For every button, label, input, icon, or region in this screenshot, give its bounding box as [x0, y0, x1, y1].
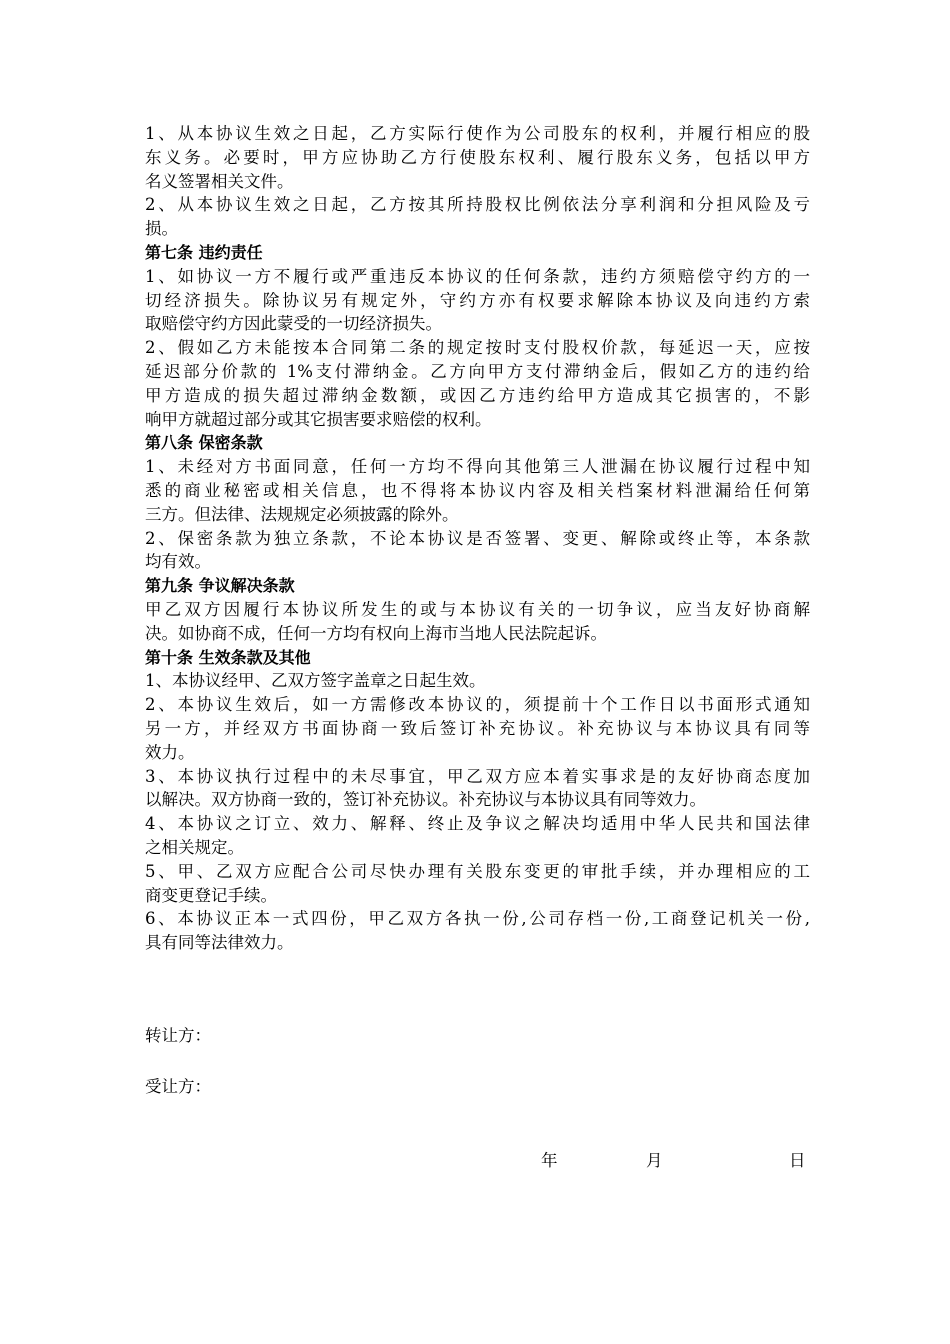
clause8-line-3: 三方。但法律、法规规定必须披露的除外。	[145, 504, 459, 524]
clause10-line-4: 效力。	[145, 742, 195, 762]
clause9-line-2: 决。如协商不成，任何一方均有权向上海市当地人民法院起诉。	[145, 623, 607, 643]
transferor-signature-label: 转让方：	[145, 1026, 211, 1045]
clause6-line-4: 2、从本协议生效之日起，乙方按其所持股权比例依法分享利润和分担风险及亏	[145, 195, 810, 215]
clause7-heading: 第七条 违约责任	[145, 242, 263, 262]
date-day-label: 日	[789, 1151, 806, 1170]
clause9-line-1: 甲乙双方因履行本协议所发生的或与本协议有关的一切争议，应当友好协商解	[145, 599, 810, 619]
clause8-line-4: 2、保密条款为独立条款，不论本协议是否签署、变更、解除或终止等，本条款	[145, 528, 810, 548]
clause8-line-1: 1、未经对方书面同意，任何一方均不得向其他第三人泄漏在协议履行过程中知	[145, 457, 810, 477]
clause6-line-3: 名义签署相关文件。	[145, 171, 294, 191]
clause8-line-5: 均有效。	[145, 552, 211, 572]
clause7-line-5: 延迟部分价款的 1%支付滞纳金。乙方向甲方支付滞纳金后，假如乙方的违约给	[145, 361, 810, 381]
document-body	[145, 122, 810, 955]
clause10-line-1: 1、本协议经甲、乙双方签字盖章之日起生效。	[145, 671, 486, 691]
clause10-heading: 第十条 生效条款及其他	[145, 647, 311, 667]
clause7-line-6: 甲方造成的损失超过滞纳金数额，或因乙方违约给甲方造成其它损害的，不影	[145, 385, 810, 405]
clause10-line-3: 另一方，并经双方书面协商一致后签订补充协议。补充协议与本协议具有同等	[145, 718, 810, 738]
clause7-line-2: 切经济损失。除协议另有规定外，守约方亦有权要求解除本协议及向违约方索	[145, 290, 810, 310]
clause6-line-2: 东义务。必要时，甲方应协助乙方行使股东权利、履行股东义务，包括以甲方	[145, 147, 810, 167]
clause10-line-2: 2、本协议生效后，如一方需修改本协议的，须提前十个工作日以书面形式通知	[145, 695, 810, 715]
clause7-line-4: 2、假如乙方未能按本合同第二条的规定按时支付股权价款，每延迟一天，应按	[145, 338, 810, 358]
clause6-line-1: 1、从本协议生效之日起，乙方实际行使作为公司股东的权利，并履行相应的股	[145, 124, 810, 143]
clause10-line-5: 3、本协议执行过程中的未尽事宜，甲乙双方应本着实事求是的友好协商态度加	[145, 766, 810, 786]
clause10-line-7: 4、本协议之订立、效力、解释、终止及争议之解决均适用中华人民共和国法律	[145, 814, 810, 834]
clause7-line-3: 取赔偿守约方因此蒙受的一切经济损失。	[145, 314, 442, 334]
date-month-label: 月	[646, 1151, 663, 1170]
clause10-line-6: 以解决。双方协商一致的，签订补充协议。补充协议与本协议具有同等效力。	[145, 790, 706, 810]
clause7-line-7: 响甲方就超过部分或其它损害要求赔偿的权利。	[145, 409, 492, 429]
clause7-line-1: 1、如协议一方不履行或严重违反本协议的任何条款，违约方须赔偿守约方的一	[145, 266, 810, 286]
date-year-label: 年	[541, 1151, 558, 1170]
clause10-line-12: 具有同等法律效力。	[145, 933, 294, 953]
clause10-line-11: 6、本协议正本一式四份，甲乙双方各执一份,公司存档一份,工商登记机关一份,	[145, 909, 810, 929]
clause8-line-2: 悉的商业秘密或相关信息，也不得将本协议内容及相关档案材料泄漏给任何第	[145, 480, 810, 500]
clause10-line-9: 5、甲、乙双方应配合公司尽快办理有关股东变更的审批手续，并办理相应的工	[145, 861, 810, 881]
clause10-line-10: 商变更登记手续。	[145, 885, 277, 905]
clause6-line-5: 损。	[145, 219, 178, 239]
transferee-signature-label: 受让方：	[145, 1077, 211, 1096]
clause8-heading: 第八条 保密条款	[145, 433, 263, 453]
clause9-heading: 第九条 争议解决条款	[145, 576, 295, 596]
clause10-line-8: 之相关规定。	[145, 837, 244, 857]
